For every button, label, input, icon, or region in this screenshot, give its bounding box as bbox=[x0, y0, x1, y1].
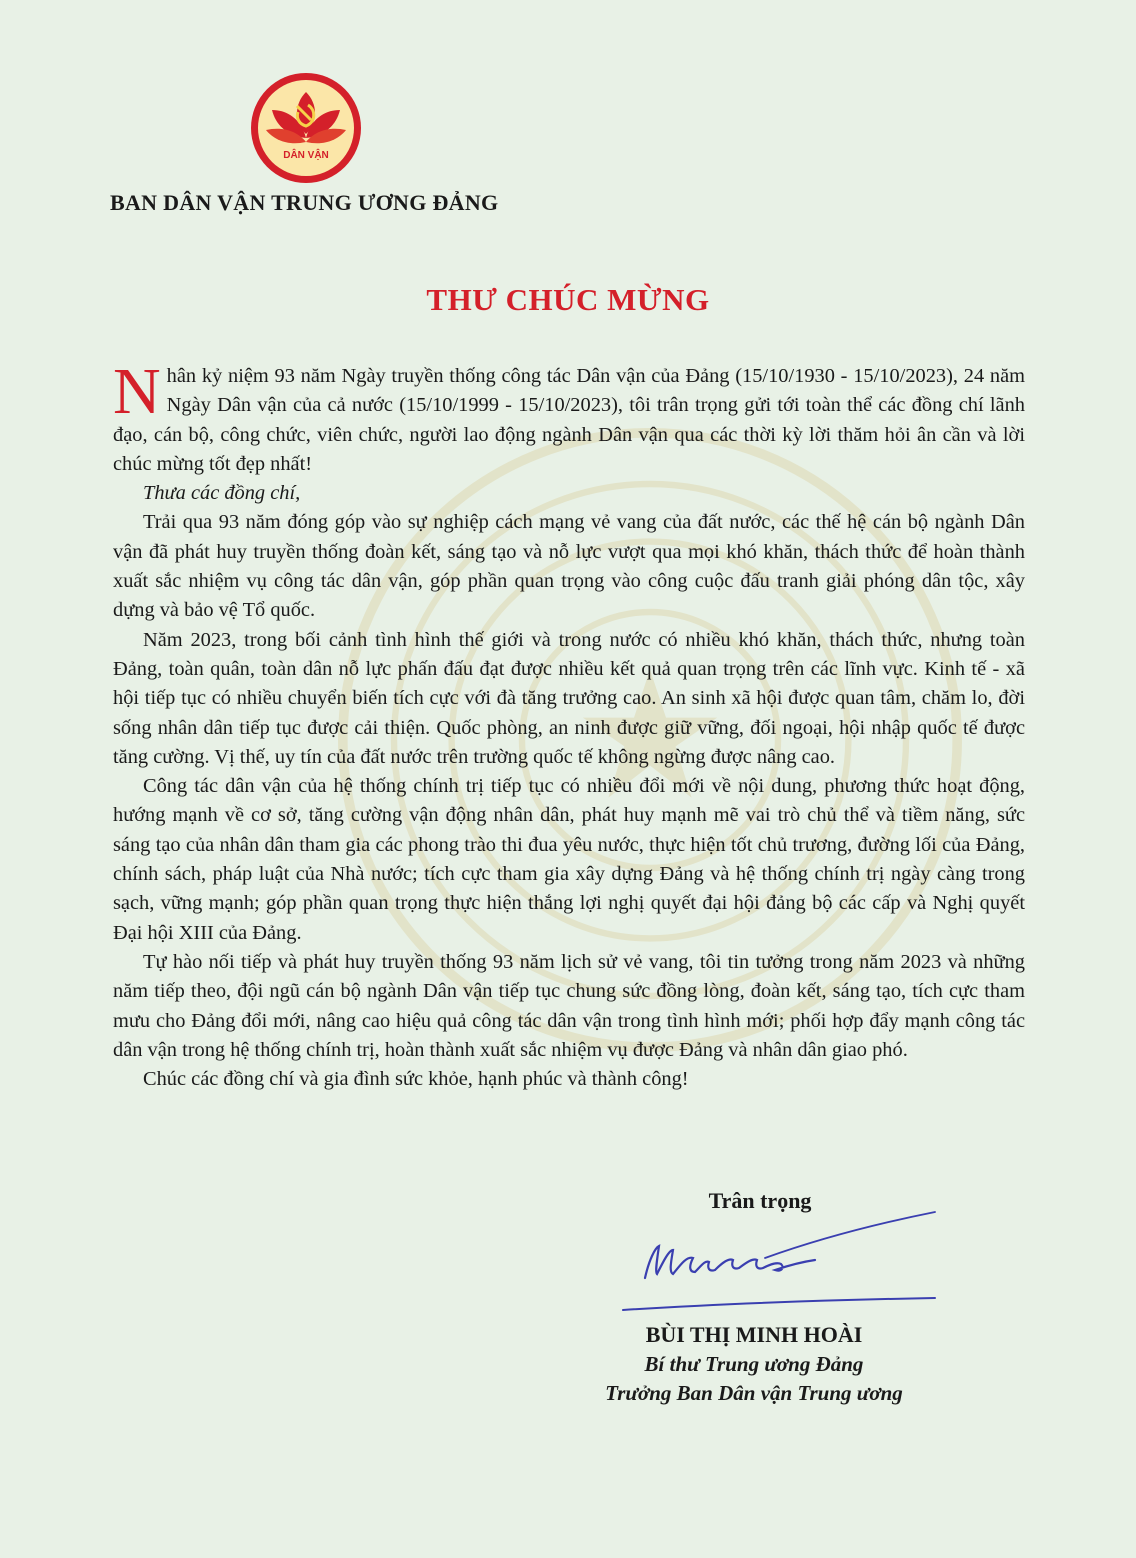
paragraph: Trải qua 93 năm đóng góp vào sự nghiệp cách mạng vẻ vang của đất nước, các thế hệ cán bộ ngành Dân vận đã phát huy truyền thống đoàn kết, sáng tạo và nỗ lực vượt qua mọi khó khăn, thách thức để hoàn thành xuất sắc nhiệm vụ công tác dân vận, góp phần quan trọng vào công cuộc đấu tranh giải phóng dân tộc, xây dựng và bảo vệ Tổ quốc. bbox=[113, 511, 1025, 622]
paragraph: Năm 2023, trong bối cảnh tình hình thế giới và trong nước có nhiều khó khăn, thách thức, nhưng toàn Đảng, toàn quân, toàn dân nỗ lực phấn đấu đạt được nhiều kết quả quan trọng trên các lĩnh vực. Kinh tế - xã hội tiếp tục có nhiều chuyển biến tích cực với đà tăng trưởng cao. An sinh xã hội được quan tâm, chăm lo, đời sống nhân dân tiếp tục được cải thiện. Quốc phòng, an ninh được giữ vững, đối ngoại, hội nhập quốc tế được tăng cường. Vị thế, uy tín của đất nước trên trường quốc tế không ngừng được nâng cao. bbox=[113, 628, 1025, 768]
closing-text: Trân trọng bbox=[708, 1188, 812, 1213]
paragraph: Công tác dân vận của hệ thống chính trị tiếp tục có nhiều đổi mới về nội dung, phương thức hoạt động, hướng mạnh về cơ sở, tăng cường vận động nhân dân, phát huy mạnh mẽ vai trò chủ thể và tiềm năng, sức sáng tạo của nhân dân tham gia các phong trào thi đua yêu nước, thực hiện tốt chủ trương, đường lối của Đảng, chính sách, pháp luật của Nhà nước; tích cực tham gia xây dựng Đảng và hệ thống chính trị ngày càng trong sạch, vững mạnh; góp phần quan trọng thực hiện thắng lợi nghị quyết đại hội đảng bộ các cấp và Nghị quyết Đại hội XIII của Đảng. bbox=[113, 775, 1025, 944]
logo-text: DÂN VẬN bbox=[283, 150, 329, 161]
closing-wrapper bbox=[0, 1188, 1136, 1214]
paragraph-intro-text: hân kỷ niệm 93 năm Ngày truyền thống công tác Dân vận của Đảng (15/10/1930 - 15/10/2023), 24 năm Ngày Dân vận của cả nước (15/10/1999 - 15/10/2023), tôi trân trọng gửi tới toàn thể các đồng chí lãnh đạo, cán bộ, công chức, viên chức, người lao động ngành Dân vận qua các thời kỳ lời thăm hỏi ân cần và lời chúc mừng tốt đẹp nhất! bbox=[113, 365, 1025, 475]
signer-role-1: Bí thư Trung ương Đảng bbox=[644, 1352, 864, 1376]
organization-name: BAN DÂN VẬN TRUNG ƯƠNG ĐẢNG bbox=[110, 190, 499, 215]
paragraph: Chúc các đồng chí và gia đình sức khỏe, hạnh phúc và thành công! bbox=[143, 1068, 689, 1091]
signer-role-2: Trưởng Ban Dân vận Trung ương bbox=[605, 1381, 903, 1405]
drop-cap: N bbox=[113, 355, 161, 428]
party-lotus-logo bbox=[250, 72, 362, 184]
signer-name: BÙI THỊ MINH HOÀI bbox=[645, 1322, 863, 1347]
greeting: Thưa các đồng chí, bbox=[143, 482, 301, 505]
letter-body bbox=[113, 355, 1025, 1094]
paragraph: Tự hào nối tiếp và phát huy truyền thống 93 năm lịch sử vẻ vang, tôi tin tưởng trong năm 2023 và những năm tiếp theo, đội ngũ cán bộ ngành Dân vận tiếp tục chung sức đồng lòng, đoàn kết, sáng tạo, tích cực tham mưu cho Đảng đổi mới, nâng cao hiệu quả công tác dân vận trong tình hình mới; phối hợp đẩy mạnh công tác dân vận trong hệ thống chính trị, hoàn thành xuất sắc nhiệm vụ được Đảng và nhân dân giao phó. bbox=[113, 950, 1025, 1061]
letter-title: THƯ CHÚC MỪNG bbox=[426, 282, 710, 317]
paragraph-intro bbox=[113, 355, 1025, 479]
handwritten-signature bbox=[605, 1200, 945, 1320]
